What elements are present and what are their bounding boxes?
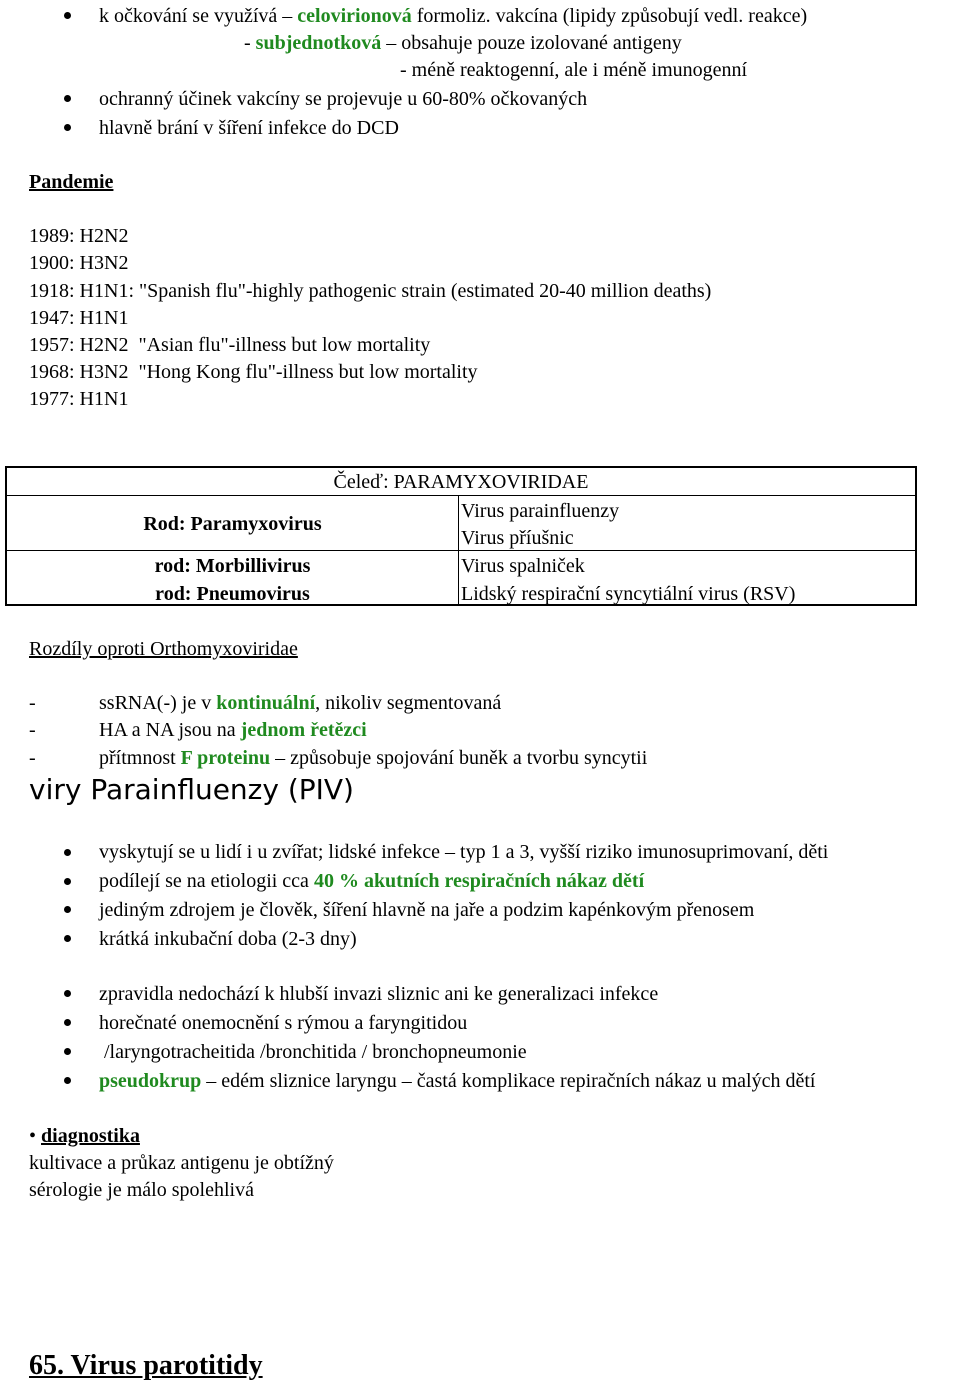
vaccine-line-2: - subjednotková – obsahuje pouze izolované antigeny [244,32,682,54]
dash: - [29,719,36,741]
piv-item: podílejí se na etiologii cca 40 % akutních respiračních nákaz dětí [99,870,645,892]
dash: - [29,692,36,714]
table-header: Čeleď: PARAMYXOVIRIDAE [333,471,589,493]
table-cell-rod: Rod: Paramyxovirus [143,513,322,535]
bullet [64,124,71,131]
piv-item: /laryngotracheitida /bronchitida / bronchopneumonie [104,1041,527,1063]
pandemie-item: 1918: H1N1: "Spanish flu"-highly pathogenic strain (estimated 20-40 million deaths) [29,280,712,302]
difference-item: ssRNA(-) je v kontinuální, nikoliv segmentovaná [99,692,502,714]
piv-heading: viry Parainfluenzy (PIV) [29,773,354,806]
dash: - [29,747,36,769]
bullet [64,849,71,856]
pandemie-heading: Pandemie [29,171,114,193]
diagnostika-line: sérologie je málo spolehlivá [29,1179,254,1201]
bullet [64,12,71,19]
bullet [64,935,71,942]
piv-item: pseudokrup – edém sliznice laryngu – častá komplikace repiračních nákaz u malých dětí [99,1070,816,1092]
piv-item: jediným zdrojem je člověk, šíření hlavně na jaře a podzim kapénkovým přenosem [99,899,755,921]
section-heading-65: 65. Virus parotitidy [29,1350,263,1381]
rozdily-heading: Rozdíly oproti Orthomyxoviridae [29,638,298,660]
piv-item: zpravidla nedochází k hlubší invazi sliznic ani ke generalizaci infekce [99,983,659,1005]
bullet [64,1048,71,1055]
vaccine-line-3: - méně reaktogenní, ale i méně imunogenní [400,59,748,81]
table-column-divider [458,496,459,604]
table-cell-virus: Virus parainfluenzy [461,500,620,522]
bullet [64,1019,71,1026]
bullet [64,95,71,102]
bullet [64,990,71,997]
piv-item: vyskytují se u lidí i u zvířat; lidské infekce – typ 1 a 3, vyšší riziko imunosuprimovaní, děti [99,841,829,863]
diagnostika-heading: • diagnostika [29,1125,140,1147]
pandemie-item: 1900: H3N2 [29,252,129,274]
bullet [64,878,71,885]
pandemie-item: 1977: H1N1 [29,388,129,410]
paramyxoviridae-table [5,466,917,606]
table-cell-rod: rod: Morbillivirus [154,555,311,577]
piv-item: horečnaté onemocnění s rýmou a faryngitidou [99,1012,468,1034]
vaccine-line-4: ochranný účinek vakcíny se projevuje u 60-80% očkovaných [99,88,588,110]
vaccine-line-5: hlavně brání v šíření infekce do DCD [99,117,399,139]
pandemie-item: 1947: H1N1 [29,307,129,329]
table-cell-rod: rod: Pneumovirus [155,583,310,605]
bullet [64,906,71,913]
piv-item: krátká inkubační doba (2-3 dny) [99,928,357,950]
table-cell-virus: Virus příušnic [461,527,574,549]
table-cell-virus: Virus spalniček [461,555,585,577]
difference-item: HA a NA jsou na jednom řetězci [99,719,367,741]
difference-item: přítmnost F proteinu – způsobuje spojování buněk a tvorbu syncytii [99,747,648,769]
pandemie-item: 1968: H3N2 "Hong Kong flu"-illness but low mortality [29,361,478,383]
diagnostika-line: kultivace a průkaz antigenu je obtížný [29,1152,334,1174]
table-cell-virus: Lidský respirační syncytiální virus (RSV) [461,583,796,605]
table-row-divider [7,550,915,551]
pandemie-item: 1957: H2N2 "Asian flu"-illness but low mortality [29,334,431,356]
table-row-divider [7,495,915,496]
bullet [64,1077,71,1084]
vaccine-line-1: k očkování se využívá – celovirionová formoliz. vakcína (lipidy způsobují vedl. reakce) [99,5,808,27]
pandemie-item: 1989: H2N2 [29,225,129,247]
